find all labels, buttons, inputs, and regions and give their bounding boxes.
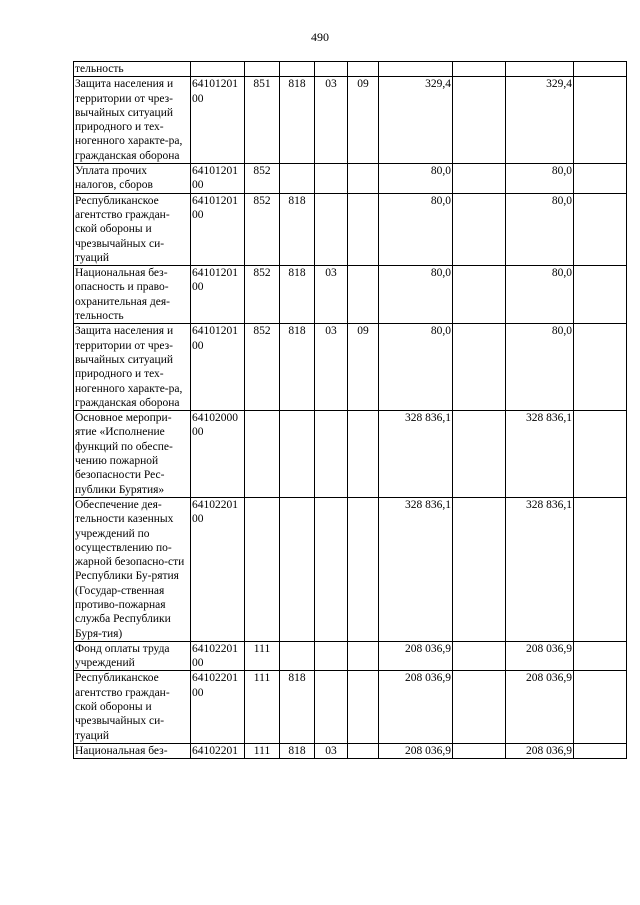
budget-table bbox=[73, 61, 627, 759]
target-article-cell: 6410120100 bbox=[191, 266, 245, 324]
row-name-cell: Уплата прочих налогов, сборов bbox=[74, 164, 191, 194]
ministry-code-cell bbox=[280, 164, 315, 194]
target-article-cell: 6410120100 bbox=[191, 77, 245, 164]
row-name-cell: Республиканское агентство граждан-ской обороны и чрезвычайных си-туаций bbox=[74, 193, 191, 265]
subsection-cell bbox=[348, 743, 379, 758]
row-name-cell: Обеспечение дея-тельности казенных учреждений по осуществлению по-жарной безопасно-сти Республики Бу-рятия (Государ-ственная противо-пожарная служба Республики Буря-тия) bbox=[74, 497, 191, 641]
empty-cell bbox=[574, 266, 627, 324]
subsection-cell bbox=[348, 641, 379, 671]
subsection-cell: 09 bbox=[348, 77, 379, 164]
target-article-cell: 6410220100 bbox=[191, 641, 245, 671]
table-row bbox=[74, 62, 627, 77]
expense-type-cell: 111 bbox=[245, 641, 280, 671]
expense-type-cell: 852 bbox=[245, 266, 280, 324]
amount-cell: 80,0 bbox=[379, 266, 453, 324]
empty-cell bbox=[574, 324, 627, 411]
empty-cell bbox=[453, 411, 506, 498]
ministry-code-cell: 818 bbox=[280, 193, 315, 265]
table-row bbox=[74, 411, 627, 498]
amount-cell bbox=[379, 62, 453, 77]
subsection-cell bbox=[348, 266, 379, 324]
empty-cell bbox=[574, 62, 627, 77]
table-row bbox=[74, 671, 627, 743]
section-cell bbox=[315, 497, 348, 641]
ministry-code-cell: 818 bbox=[280, 77, 315, 164]
section-cell bbox=[315, 193, 348, 265]
section-cell: 03 bbox=[315, 743, 348, 758]
expense-type-cell: 851 bbox=[245, 77, 280, 164]
row-name-cell: Республиканское агентство граждан-ской обороны и чрезвычайных си-туаций bbox=[74, 671, 191, 743]
total-amount-cell: 80,0 bbox=[506, 164, 574, 194]
empty-cell bbox=[453, 164, 506, 194]
total-amount-cell: 208 036,9 bbox=[506, 641, 574, 671]
ministry-code-cell: 818 bbox=[280, 743, 315, 758]
expense-type-cell: 852 bbox=[245, 164, 280, 194]
amount-cell: 208 036,9 bbox=[379, 671, 453, 743]
empty-cell bbox=[453, 77, 506, 164]
ministry-code-cell: 818 bbox=[280, 671, 315, 743]
table-row bbox=[74, 743, 627, 758]
subsection-cell bbox=[348, 671, 379, 743]
amount-cell: 80,0 bbox=[379, 324, 453, 411]
subsection-cell bbox=[348, 497, 379, 641]
amount-cell: 80,0 bbox=[379, 164, 453, 194]
empty-cell bbox=[574, 77, 627, 164]
empty-cell bbox=[453, 641, 506, 671]
total-amount-cell: 208 036,9 bbox=[506, 671, 574, 743]
empty-cell bbox=[453, 497, 506, 641]
table-row bbox=[74, 164, 627, 194]
target-article-cell: 6410120100 bbox=[191, 193, 245, 265]
subsection-cell bbox=[348, 411, 379, 498]
empty-cell bbox=[453, 193, 506, 265]
amount-cell: 80,0 bbox=[379, 193, 453, 265]
expense-type-cell: 111 bbox=[245, 743, 280, 758]
table-body bbox=[74, 62, 627, 759]
row-name-cell: Защита населения и территории от чрез-вычайных ситуаций природного и тех-ногенного характе-ра, гражданская оборона bbox=[74, 77, 191, 164]
ministry-code-cell bbox=[280, 641, 315, 671]
amount-cell: 329,4 bbox=[379, 77, 453, 164]
row-name-cell: Национальная без- bbox=[74, 743, 191, 758]
empty-cell bbox=[453, 266, 506, 324]
subsection-cell bbox=[348, 62, 379, 77]
section-cell: 03 bbox=[315, 266, 348, 324]
expense-type-cell bbox=[245, 411, 280, 498]
table-row bbox=[74, 193, 627, 265]
section-cell: 03 bbox=[315, 324, 348, 411]
subsection-cell bbox=[348, 164, 379, 194]
empty-cell bbox=[574, 164, 627, 194]
expense-type-cell: 852 bbox=[245, 193, 280, 265]
ministry-code-cell bbox=[280, 411, 315, 498]
amount-cell: 208 036,9 bbox=[379, 743, 453, 758]
table-row bbox=[74, 77, 627, 164]
total-amount-cell: 328 836,1 bbox=[506, 411, 574, 498]
empty-cell bbox=[574, 743, 627, 758]
empty-cell bbox=[453, 671, 506, 743]
section-cell bbox=[315, 671, 348, 743]
ministry-code-cell bbox=[280, 497, 315, 641]
expense-type-cell: 852 bbox=[245, 324, 280, 411]
amount-cell: 208 036,9 bbox=[379, 641, 453, 671]
section-cell bbox=[315, 62, 348, 77]
row-name-cell: Защита населения и территории от чрез-вычайных ситуаций природного и тех-ногенного характе-ра, гражданская оборона bbox=[74, 324, 191, 411]
expense-type-cell bbox=[245, 62, 280, 77]
expense-type-cell bbox=[245, 497, 280, 641]
page-number: 490 bbox=[311, 30, 329, 44]
amount-cell: 328 836,1 bbox=[379, 411, 453, 498]
target-article-cell: 6410220100 bbox=[191, 671, 245, 743]
empty-cell bbox=[453, 62, 506, 77]
table-row bbox=[74, 497, 627, 641]
ministry-code-cell: 818 bbox=[280, 266, 315, 324]
ministry-code-cell: 818 bbox=[280, 324, 315, 411]
target-article-cell: 6410200000 bbox=[191, 411, 245, 498]
target-article-cell bbox=[191, 62, 245, 77]
section-cell: 03 bbox=[315, 77, 348, 164]
section-cell bbox=[315, 641, 348, 671]
amount-cell: 328 836,1 bbox=[379, 497, 453, 641]
empty-cell bbox=[574, 497, 627, 641]
total-amount-cell: 328 836,1 bbox=[506, 497, 574, 641]
target-article-cell: 6410120100 bbox=[191, 164, 245, 194]
row-name-cell: Основное меропри-ятие «Исполнение функций по обеспе-чению пожарной безопасности Рес-публики Бурятия» bbox=[74, 411, 191, 498]
table-row bbox=[74, 266, 627, 324]
total-amount-cell: 80,0 bbox=[506, 324, 574, 411]
table-row bbox=[74, 324, 627, 411]
empty-cell bbox=[574, 671, 627, 743]
empty-cell bbox=[574, 641, 627, 671]
empty-cell bbox=[574, 411, 627, 498]
ministry-code-cell bbox=[280, 62, 315, 77]
target-article-cell: 6410220100 bbox=[191, 497, 245, 641]
expense-type-cell: 111 bbox=[245, 671, 280, 743]
subsection-cell bbox=[348, 193, 379, 265]
section-cell bbox=[315, 164, 348, 194]
empty-cell bbox=[453, 743, 506, 758]
row-name-cell: Национальная без-опасность и право-охранительная дея-тельность bbox=[74, 266, 191, 324]
total-amount-cell: 80,0 bbox=[506, 266, 574, 324]
section-cell bbox=[315, 411, 348, 498]
target-article-cell: 6410120100 bbox=[191, 324, 245, 411]
row-name-cell: тельность bbox=[74, 62, 191, 77]
row-name-cell: Фонд оплаты труда учреждений bbox=[74, 641, 191, 671]
total-amount-cell: 208 036,9 bbox=[506, 743, 574, 758]
table-row bbox=[74, 641, 627, 671]
total-amount-cell bbox=[506, 62, 574, 77]
total-amount-cell: 329,4 bbox=[506, 77, 574, 164]
empty-cell bbox=[574, 193, 627, 265]
total-amount-cell: 80,0 bbox=[506, 193, 574, 265]
target-article-cell: 64102201 bbox=[191, 743, 245, 758]
empty-cell bbox=[453, 324, 506, 411]
subsection-cell: 09 bbox=[348, 324, 379, 411]
